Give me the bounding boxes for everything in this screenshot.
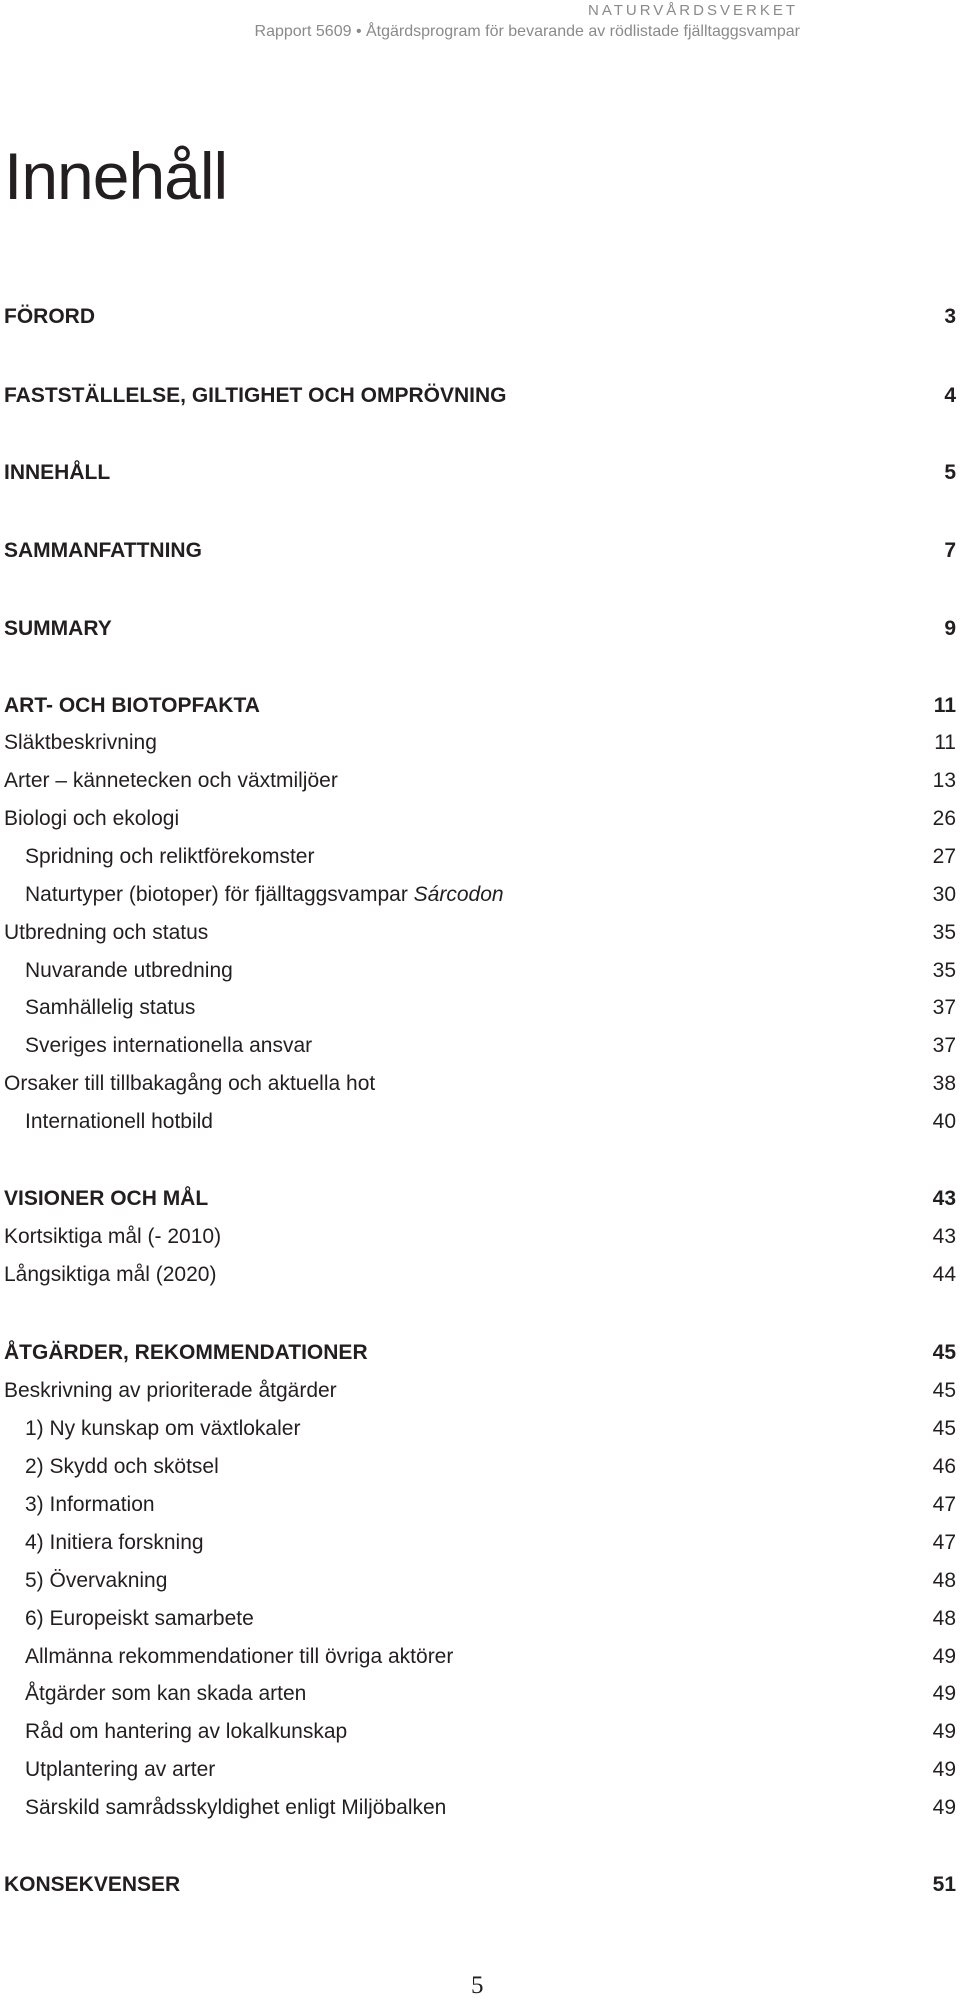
toc-entry-label — [4, 1607, 254, 1631]
toc-entry[interactable] — [4, 883, 956, 913]
toc-entry-italic-text: Sárcodon — [413, 883, 504, 906]
toc-entry-page: 49 — [932, 1758, 956, 1781]
toc-entry[interactable] — [4, 1034, 956, 1064]
toc-entry-label — [4, 384, 506, 408]
toc-entry-label — [4, 1187, 208, 1211]
toc-entry-page: 11 — [934, 731, 956, 754]
toc-entry-page: 48 — [932, 1569, 956, 1592]
toc-entry-text: Utbredning och status — [4, 921, 209, 944]
toc-entry-text: Utplantering av arter — [25, 1758, 216, 1781]
toc-entry[interactable] — [4, 1263, 956, 1293]
toc-entry-text: Allmänna rekommendationer till övriga aktörer — [25, 1645, 454, 1668]
toc-entry[interactable] — [4, 1225, 956, 1255]
toc-entry-text: FÖRORD — [4, 305, 95, 328]
toc-entry-page: 47 — [932, 1531, 956, 1554]
toc-entry-text: INNEHÅLL — [4, 461, 111, 484]
toc-entry-label — [4, 461, 110, 485]
toc-entry[interactable] — [4, 384, 956, 414]
toc-entry-text: Naturtyper (biotoper) för fjälltaggsvampar — [25, 883, 414, 906]
toc-entry-label — [4, 1645, 453, 1669]
toc-entry[interactable] — [4, 959, 956, 989]
page-number: 5 — [471, 1972, 484, 1999]
toc-entry-label — [4, 617, 112, 641]
toc-entry-label — [4, 1072, 375, 1096]
toc-entry-text: Beskrivning av prioriterade åtgärder — [4, 1379, 337, 1402]
toc-entry-text: Orsaker till tillbakagång och aktuella hot — [4, 1072, 376, 1095]
toc-entry-page: 35 — [932, 921, 956, 944]
toc-entry-page: 45 — [932, 1341, 956, 1364]
toc-entry-text: SUMMARY — [4, 617, 112, 640]
toc-entry[interactable] — [4, 1493, 956, 1523]
toc-entry-text: ART- OCH BIOTOPFAKTA — [4, 694, 260, 717]
toc-entry-page: 49 — [932, 1682, 956, 1705]
toc-entry[interactable] — [4, 305, 956, 335]
toc-entry-label — [4, 807, 179, 831]
toc-entry[interactable] — [4, 921, 956, 951]
toc-entry-page: 37 — [932, 996, 956, 1019]
toc-entry-page: 5 — [944, 461, 956, 484]
toc-entry-page: 47 — [932, 1493, 956, 1516]
toc-entry-label — [4, 1110, 213, 1134]
toc-entry-page: 45 — [932, 1417, 956, 1440]
toc-entry[interactable] — [4, 1607, 956, 1637]
toc-entry-page: 51 — [932, 1873, 956, 1896]
toc-entry[interactable] — [4, 1720, 956, 1750]
toc-entry-page: 49 — [932, 1645, 956, 1668]
toc-entry-label — [4, 921, 208, 945]
toc-entry-text: Särskild samrådsskyldighet enligt Miljöbalken — [25, 1796, 447, 1819]
toc-entry-text: 1) Ny kunskap om växtlokaler — [25, 1417, 301, 1440]
toc-entry-text: 2) Skydd och skötsel — [25, 1455, 219, 1478]
toc-entry[interactable] — [4, 461, 956, 491]
toc-entry-text: Råd om hantering av lokalkunskap — [25, 1720, 348, 1743]
toc-entry-text: 3) Information — [25, 1493, 155, 1516]
toc-entry[interactable] — [4, 1072, 956, 1102]
toc-entry[interactable] — [4, 1187, 956, 1217]
toc-entry-text: SAMMANFATTNING — [4, 539, 202, 562]
toc-entry[interactable] — [4, 731, 956, 761]
toc-entry-label — [4, 1263, 216, 1287]
toc-entry-text: Samhällelig status — [25, 996, 196, 1019]
toc-entry-label — [4, 1873, 180, 1897]
toc-entry-label — [4, 845, 314, 869]
toc-entry-page: 11 — [933, 694, 956, 717]
toc-entry[interactable] — [4, 769, 956, 799]
toc-entry-text: KONSEKVENSER — [4, 1873, 181, 1896]
toc-entry[interactable] — [4, 1341, 956, 1371]
toc-entry-text: Arter – kännetecken och växtmiljöer — [4, 769, 338, 792]
toc-entry[interactable] — [4, 1379, 956, 1409]
toc-entry-label — [4, 1796, 446, 1820]
toc-entry-page: 13 — [932, 769, 956, 792]
toc-entry[interactable] — [4, 1645, 956, 1675]
toc-entry-text: 6) Europeiskt samarbete — [25, 1607, 254, 1630]
toc-entry-page: 35 — [932, 959, 956, 982]
toc-entry-label — [4, 996, 195, 1020]
toc-entry-label — [4, 1034, 312, 1058]
toc-entry-page: 7 — [944, 539, 956, 562]
toc-entry-page: 9 — [944, 617, 956, 640]
toc-entry-label — [4, 1569, 167, 1593]
toc-entry-page: 3 — [944, 305, 956, 328]
toc-entry-page: 43 — [932, 1225, 956, 1248]
toc-entry-page: 38 — [932, 1072, 956, 1095]
toc-entry[interactable] — [4, 1417, 956, 1447]
toc-entry-text: 4) Initiera forskning — [25, 1531, 204, 1554]
header-org: NATURVÅRDSVERKET — [588, 2, 798, 19]
toc-entry-label — [4, 1682, 306, 1706]
toc-entry-page: 37 — [932, 1034, 956, 1057]
toc-entry-label — [4, 769, 338, 793]
toc-entry[interactable] — [4, 996, 956, 1026]
toc-entry-label — [4, 883, 504, 907]
toc-entry[interactable] — [4, 1682, 956, 1712]
toc-entry-text: Kortsiktiga mål (- 2010) — [4, 1225, 222, 1248]
toc-entry-page: 49 — [932, 1720, 956, 1743]
header-report: Rapport 5609 • Åtgärdsprogram för bevarande av rödlistade fjälltaggsvampar — [254, 23, 800, 40]
toc-entry-page: 26 — [932, 807, 956, 830]
toc-entry-label — [4, 1493, 155, 1517]
toc-entry-text: Spridning och reliktförekomster — [25, 845, 315, 868]
toc-entry-text: Släktbeskrivning — [4, 731, 157, 754]
toc-entry-label — [4, 694, 260, 718]
toc-entry[interactable] — [4, 1455, 956, 1485]
toc-entry-label — [4, 1531, 204, 1555]
toc-entry-text: Nuvarande utbredning — [25, 959, 233, 982]
toc-entry-text: VISIONER OCH MÅL — [4, 1187, 209, 1210]
toc-entry[interactable] — [4, 1569, 956, 1599]
toc-entry-text: FASTSTÄLLELSE, GILTIGHET OCH OMPRÖVNING — [4, 384, 507, 407]
toc-entry-label — [4, 1720, 347, 1744]
toc-entry[interactable] — [4, 694, 956, 724]
toc-entry[interactable] — [4, 539, 956, 569]
toc-entry-text: Långsiktiga mål (2020) — [4, 1263, 217, 1286]
toc-entry-label — [4, 305, 95, 329]
toc-entry[interactable] — [4, 1796, 956, 1826]
toc-entry-label — [4, 1341, 368, 1365]
toc-entry[interactable] — [4, 845, 956, 875]
toc-entry[interactable] — [4, 1758, 956, 1788]
toc-entry-label — [4, 731, 157, 755]
toc-entry-text: Sveriges internationella ansvar — [25, 1034, 313, 1057]
toc-entry[interactable] — [4, 617, 956, 647]
toc-entry-page: 4 — [944, 384, 956, 407]
toc-entry-label — [4, 1455, 219, 1479]
toc-entry-page: 30 — [932, 883, 956, 906]
toc-entry-text: Biologi och ekologi — [4, 807, 180, 830]
toc-entry-text: Åtgärder som kan skada arten — [25, 1682, 307, 1705]
toc-entry-page: 44 — [932, 1263, 956, 1286]
toc-entry-label — [4, 1225, 221, 1249]
toc-entry-page: 48 — [932, 1607, 956, 1630]
toc-entry[interactable] — [4, 1873, 956, 1903]
toc-entry-page: 45 — [932, 1379, 956, 1402]
page-title: Innehåll — [4, 139, 228, 213]
toc-entry-page: 43 — [932, 1187, 956, 1210]
toc-entry-page: 46 — [932, 1455, 956, 1478]
toc-entry-text: Internationell hotbild — [25, 1110, 213, 1133]
toc-entry-text: 5) Övervakning — [25, 1569, 168, 1592]
toc-entry[interactable] — [4, 807, 956, 837]
toc-entry-page: 27 — [932, 845, 956, 868]
toc-entry-label — [4, 1379, 337, 1403]
toc-entry[interactable] — [4, 1110, 956, 1140]
toc-entry[interactable] — [4, 1531, 956, 1561]
toc-entry-text: ÅTGÄRDER, REKOMMENDATIONER — [4, 1341, 368, 1364]
toc-entry-page: 49 — [932, 1796, 956, 1819]
toc-entry-label — [4, 1758, 215, 1782]
toc-entry-label — [4, 539, 202, 563]
toc-entry-label — [4, 1417, 300, 1441]
toc-entry-page: 40 — [932, 1110, 956, 1133]
toc-entry-label — [4, 959, 233, 983]
